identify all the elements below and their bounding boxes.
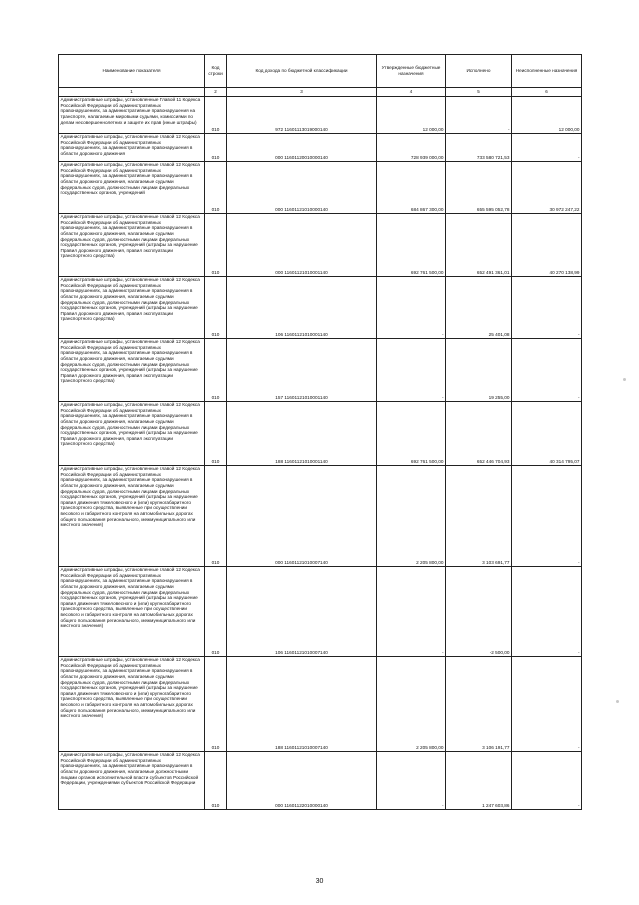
row-approved: - xyxy=(377,567,446,657)
row-indicator-name: Административные штрафы, установленные главой 12 Кодекса Российской Федерации об административных правонарушениях, за административные правонарушения в области дорожного движения, налагаемые судьями федеральных судов, должностными лицами федеральных государственных органов, учреждений xyxy=(59,162,205,214)
row-approved: 692 761 500,00 xyxy=(377,402,446,466)
table-row xyxy=(59,657,582,752)
scan-speck xyxy=(616,700,619,703)
header-income-code: Код дохода по бюджетной классификации xyxy=(227,55,377,88)
row-unexecuted: 12 000,00 xyxy=(512,97,582,134)
row-executed: 19 255,00 xyxy=(446,339,512,402)
table-row xyxy=(59,277,582,339)
row-unexecuted: - xyxy=(512,466,582,567)
row-income-code: 188 11601121010007140 xyxy=(227,657,377,752)
header-unexecuted: Неисполненные назначения xyxy=(512,55,582,88)
row-indicator-name: Административные штрафы, установленные главой 12 Кодекса Российской Федерации об административных правонарушениях, за административные правонарушения в области дорожного движения, налагаемые судьями федеральных судов, должностными лицами федеральных государственных органов, учреждений (штрафы за нарушение Правил дорожного движения, правил эксплуатации транспортного средства) xyxy=(59,214,205,277)
column-number: 3 xyxy=(227,88,377,97)
row-line-code: 010 xyxy=(205,214,227,277)
row-approved: 2 205 800,00 xyxy=(377,657,446,752)
row-income-code: 106 11601121010007140 xyxy=(227,567,377,657)
row-approved: - xyxy=(377,277,446,339)
table-row xyxy=(59,402,582,466)
row-line-code: 010 xyxy=(205,657,227,752)
header-approved: Утвержденные бюджетные назначения xyxy=(377,55,446,88)
table-row xyxy=(59,97,582,134)
row-unexecuted: - xyxy=(512,339,582,402)
row-executed: 25 401,08 xyxy=(446,277,512,339)
row-income-code: 000 11601121010001140 xyxy=(227,214,377,277)
row-income-code: 106 11601121010001140 xyxy=(227,277,377,339)
row-executed: 655 595 052,78 xyxy=(446,162,512,214)
column-number: 1 xyxy=(59,88,205,97)
table-header-row xyxy=(59,55,582,88)
row-executed: 652 491 361,01 xyxy=(446,214,512,277)
row-indicator-name: Административные штрафы, установленные главой 12 Кодекса Российской Федерации об административных правонарушениях, за административные правонарушения в области дорожного движения, налагаемые судьями федеральных судов, должностными лицами федеральных государственных органов, учреждений (штрафы за нарушение Правил дорожного движения, правил эксплуатации транспортного средства) xyxy=(59,402,205,466)
header-line-code: Код строки xyxy=(205,55,227,88)
row-income-code: 000 11601122010000140 xyxy=(227,752,377,810)
row-approved: 684 867 300,00 xyxy=(377,162,446,214)
row-unexecuted: 40 270 138,99 xyxy=(512,214,582,277)
row-line-code: 010 xyxy=(205,752,227,810)
page-number: 30 xyxy=(315,878,324,885)
row-approved: - xyxy=(377,752,446,810)
row-indicator-name: Административные штрафы, установленные главой 12 Кодекса Российской Федерации об административных правонарушениях, за административные правонарушения в области дорожного движения, налагаемые судьями федеральных судов, должностными лицами федеральных государственных органов, учреждений (штрафы за нарушение правил движения тяжеловесного и (или) крупногабаритного транспортного средства, выявленные при осуществлении весового и габаритного контроля на автомобильных дорогах общего пользования регионального, межмуниципального или местного значения) xyxy=(59,567,205,657)
row-executed: 3 106 191,77 xyxy=(446,657,512,752)
column-number: 4 xyxy=(377,88,446,97)
row-line-code: 010 xyxy=(205,97,227,134)
budget-execution-table xyxy=(58,54,582,810)
row-approved: - xyxy=(377,339,446,402)
row-executed: 3 103 691,77 xyxy=(446,466,512,567)
row-income-code: 157 11601121010001140 xyxy=(227,339,377,402)
row-line-code: 010 xyxy=(205,134,227,162)
row-indicator-name: Административные штрафы, установленные главой 12 Кодекса Российской Федерации об административных правонарушениях, за административные правонарушения в области дорожного движения, налагаемые судьями федеральных судов, должностными лицами федеральных государственных органов, учреждений (штрафы за нарушение Правил дорожного движения, правил эксплуатации транспортного средства) xyxy=(59,277,205,339)
row-unexecuted: 30 972 247,22 xyxy=(512,162,582,214)
row-indicator-name: Административные штрафы, установленные главой 12 Кодекса Российской Федерации об административных правонарушениях, за административные правонарушения в области дорожного движения, налагаемые должностными лицами органов исполнительной власти субъектов Российской Федерации, учреждениями субъектов Российской Федерации xyxy=(59,752,205,810)
row-income-code: 000 11601121010007140 xyxy=(227,466,377,567)
column-number: 5 xyxy=(446,88,512,97)
row-income-code: 000 11601121010000140 xyxy=(227,162,377,214)
table-row xyxy=(59,134,582,162)
row-indicator-name: Административные штрафы, установленные главой 12 Кодекса Российской Федерации об административных правонарушениях, за административные правонарушения в области дорожного движения, налагаемые судьями федеральных судов, должностными лицами федеральных государственных органов, учреждений (штрафы за нарушение правил движения тяжеловесного и (или) крупногабаритного транспортного средства, выявленные при осуществлении весового и габаритного контроля на автомобильных дорогах общего пользования регионального, межмуниципального или местного значения) xyxy=(59,657,205,752)
table-row xyxy=(59,752,582,810)
row-unexecuted: 40 314 795,07 xyxy=(512,402,582,466)
row-income-code: 188 11601121010001140 xyxy=(227,402,377,466)
row-approved: 12 000,00 xyxy=(377,97,446,134)
row-executed: 733 580 721,53 xyxy=(446,134,512,162)
column-number-row xyxy=(59,88,582,97)
row-unexecuted: - xyxy=(512,657,582,752)
table-row xyxy=(59,466,582,567)
row-unexecuted: - xyxy=(512,567,582,657)
row-line-code: 010 xyxy=(205,277,227,339)
row-unexecuted: - xyxy=(512,277,582,339)
row-executed: 652 446 704,93 xyxy=(446,402,512,466)
row-line-code: 010 xyxy=(205,567,227,657)
row-approved: 2 205 800,00 xyxy=(377,466,446,567)
scan-speck xyxy=(623,378,626,381)
header-executed: Исполнено xyxy=(446,55,512,88)
row-income-code: 972 11601113019000140 xyxy=(227,97,377,134)
table-row xyxy=(59,214,582,277)
row-unexecuted: - xyxy=(512,134,582,162)
row-executed: -2 500,00 xyxy=(446,567,512,657)
row-executed: - xyxy=(446,97,512,134)
row-executed: 1 247 603,86 xyxy=(446,752,512,810)
row-line-code: 010 xyxy=(205,466,227,567)
table-row xyxy=(59,567,582,657)
row-indicator-name: Административные штрафы, установленные главой 12 Кодекса Российской Федерации об административных правонарушениях, за административные правонарушения в области дорожного движения, налагаемые судьями федеральных судов, должностными лицами федеральных государственных органов, учреждений (штрафы за нарушение Правил дорожного движения, правил эксплуатации транспортного средства) xyxy=(59,339,205,402)
header-indicator-name: Наименование показателя xyxy=(59,55,205,88)
row-line-code: 010 xyxy=(205,339,227,402)
row-indicator-name: Административные штрафы, установленные Главой 11 Кодекса Российской Федерации об административных правонарушениях, за административные правонарушения на транспорте, налагаемые мировыми судьями, комиссиями по делам несовершеннолетних и защите их прав (иные штрафы) xyxy=(59,97,205,134)
row-unexecuted: - xyxy=(512,752,582,810)
column-number: 6 xyxy=(512,88,582,97)
table-row xyxy=(59,339,582,402)
row-indicator-name: Административные штрафы, установленные главой 12 Кодекса Российской Федерации об административных правонарушениях, за административные правонарушения в области дорожного движения, налагаемые судьями федеральных судов, должностными лицами федеральных государственных органов, учреждений (штрафы за нарушение правил движения тяжеловесного и (или) крупногабаритного транспортного средства, выявленные при осуществлении весового и габаритного контроля на автомобильных дорогах общего пользования регионального, межмуниципального или местного значения) xyxy=(59,466,205,567)
row-indicator-name: Административные штрафы, установленные главой 12 Кодекса Российской Федерации об административных правонарушениях, за административные правонарушения в области дорожного движения xyxy=(59,134,205,162)
row-income-code: 000 11601120010000140 xyxy=(227,134,377,162)
row-line-code: 010 xyxy=(205,162,227,214)
row-approved: 692 761 500,00 xyxy=(377,214,446,277)
row-approved: 728 939 000,00 xyxy=(377,134,446,162)
table-row xyxy=(59,162,582,214)
row-line-code: 010 xyxy=(205,402,227,466)
column-number: 2 xyxy=(205,88,227,97)
